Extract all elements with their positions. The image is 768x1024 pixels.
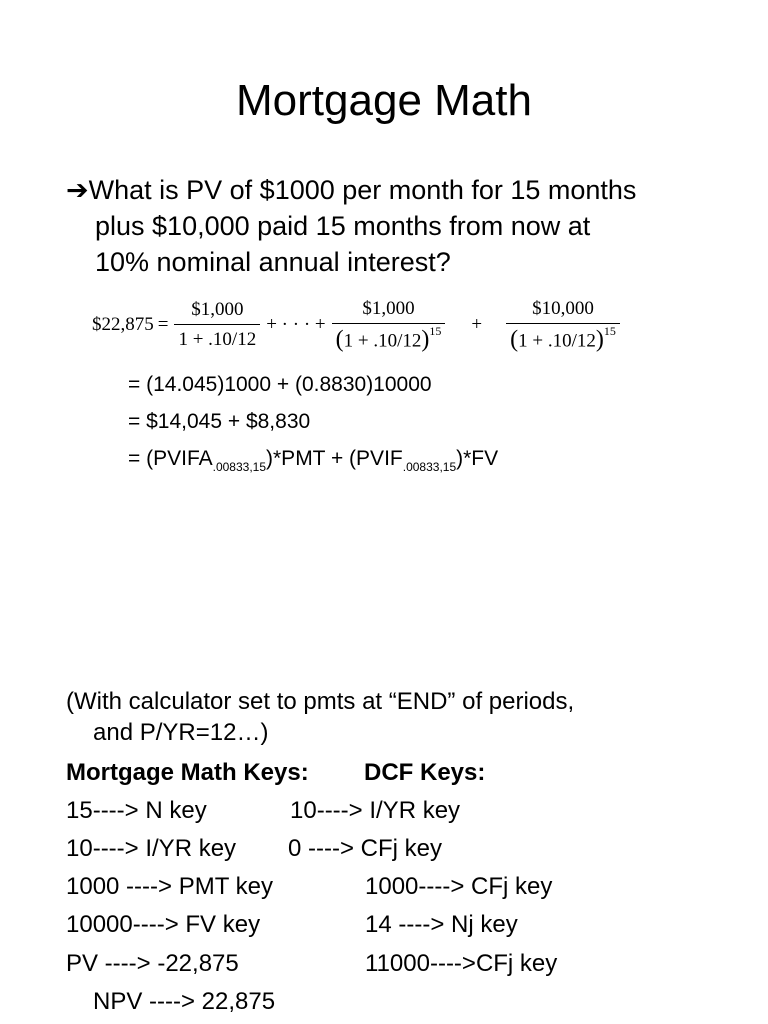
arrow-right-icon: ➔ (66, 175, 89, 205)
mortgage-keys-header: Mortgage Math Keys: (66, 759, 309, 786)
fraction-2-numerator: $1,000 (362, 297, 415, 319)
equation-3-subscript-1: .00833,15 (212, 460, 267, 474)
formula-plus: + (471, 314, 483, 335)
dcf-key-row-1: 10----> I/YR key (290, 797, 461, 824)
equation-line-3 (128, 446, 498, 474)
fraction-1-denominator: 1 + .10/12 (174, 324, 260, 351)
pv-formula (92, 292, 622, 358)
formula-fraction-2 (332, 298, 446, 352)
calculator-note-line-1: (With calculator set to pmts at “END” of periods, (66, 688, 575, 715)
mortgage-key-row-1: 15----> N key (66, 797, 207, 824)
equation-3-subscript-2: .00833,15 (402, 460, 457, 474)
equation-3-part-c: )*FV (456, 447, 499, 470)
dcf-key-row-2: 0 ----> CFj key (288, 835, 443, 862)
paren-open: ( (335, 326, 344, 353)
formula-equals: = (157, 314, 169, 335)
paren-close: ) (595, 326, 604, 353)
question-line-1 (66, 174, 636, 206)
question-text-1: What is PV of $1000 per month for 15 months (88, 175, 637, 205)
equation-3-part-b: )*PMT + (PVIF (266, 447, 403, 470)
dcf-key-row-5: 11000---->CFj key (365, 950, 558, 977)
formula-fraction-3 (506, 298, 620, 352)
fraction-3-base: 1 + .10/12 (518, 330, 596, 352)
fraction-3-numerator: $10,000 (532, 297, 594, 319)
equation-line-2: = $14,045 + $8,830 (128, 410, 311, 433)
page-title: Mortgage Math (236, 76, 532, 125)
mortgage-key-row-3: 1000 ----> PMT key (66, 873, 273, 900)
fraction-3-denominator (506, 323, 620, 352)
formula-lhs: $22,875 (92, 314, 154, 335)
fraction-3-exponent: 15 (603, 323, 616, 338)
equation-3-part-a: = (PVIFA (128, 447, 213, 470)
formula-ellipsis: + · · · + (266, 314, 326, 335)
fraction-2-exponent: 15 (429, 323, 442, 338)
npv-row: NPV ----> 22,875 (93, 988, 276, 1015)
dcf-key-row-3: 1000----> CFj key (365, 873, 553, 900)
dcf-keys-header: DCF Keys: (364, 759, 486, 786)
mortgage-key-row-5: PV ----> -22,875 (66, 950, 239, 977)
calculator-note-line-2: and P/YR=12…) (93, 719, 269, 746)
formula-fraction-1 (174, 299, 260, 351)
question-line-2: plus $10,000 paid 15 months from now at (95, 211, 591, 241)
fraction-2-base: 1 + .10/12 (343, 330, 422, 352)
equation-line-1: = (14.045)1000 + (0.8830)10000 (128, 373, 432, 396)
fraction-1-numerator: $1,000 (191, 299, 244, 320)
fraction-2-denominator (332, 323, 446, 352)
mortgage-key-row-2: 10----> I/YR key (66, 835, 237, 862)
question-line-3: 10% nominal annual interest? (95, 247, 451, 277)
paren-close: ) (421, 326, 430, 353)
dcf-key-row-4: 14 ----> Nj key (365, 911, 518, 938)
paren-open: ( (510, 326, 519, 353)
mortgage-key-row-4: 10000----> FV key (66, 911, 261, 938)
